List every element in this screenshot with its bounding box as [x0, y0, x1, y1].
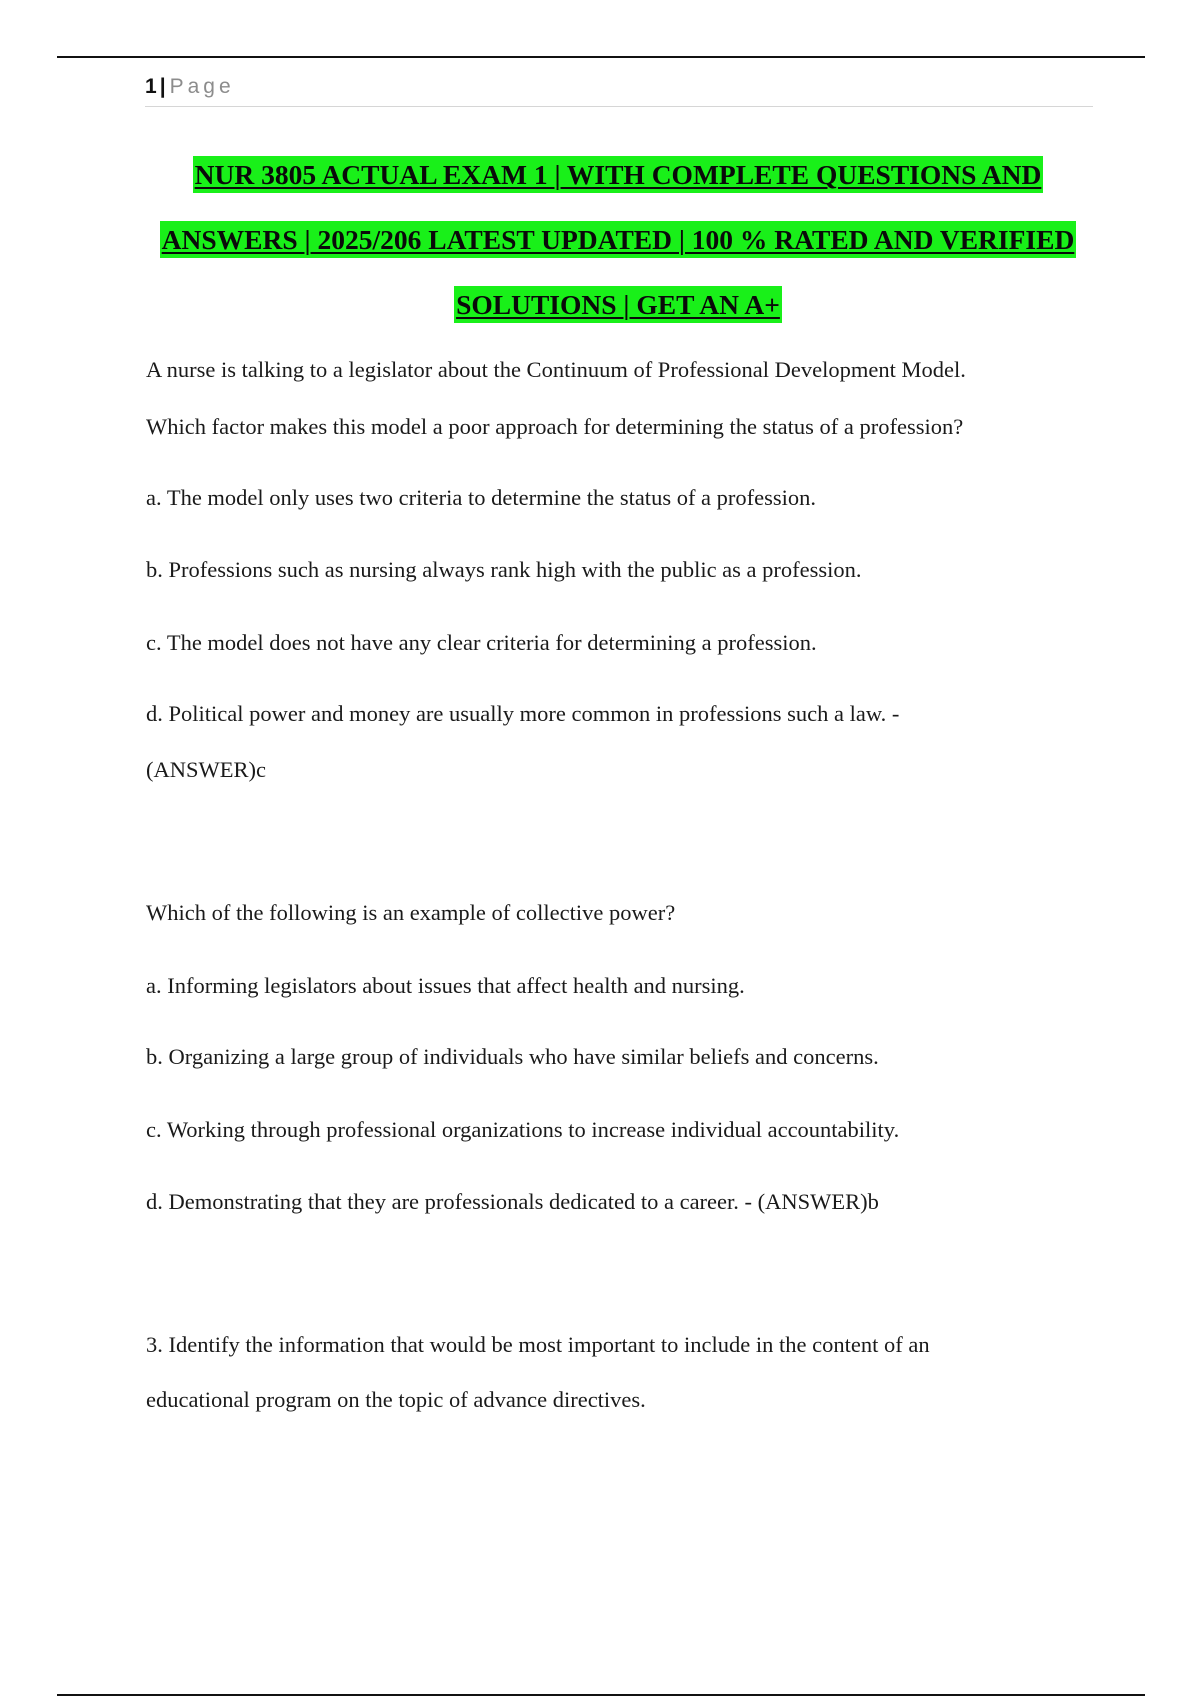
question-2-option-c: c. Working through professional organizations to increase individual accountability.	[146, 1117, 900, 1142]
question-1-option-a: a. The model only uses two criteria to determine the status of a profession.	[146, 485, 817, 510]
question-2-stem: Which of the following is an example of collective power?	[146, 900, 676, 925]
question-1-stem-line-2: Which factor makes this model a poor approach for determining the status of a profession?	[146, 414, 964, 439]
question-1-option-d: d. Political power and money are usually more common in professions such a law. -	[146, 701, 900, 726]
question-3-stem-line-1: 3. Identify the information that would be most important to include in the content of an	[146, 1332, 930, 1357]
top-rule	[57, 56, 1145, 58]
question-2-option-a: a. Informing legislators about issues that affect health and nursing.	[146, 973, 745, 998]
question-1-stem-line-1: A nurse is talking to a legislator about the Continuum of Professional Development Model.	[146, 357, 966, 382]
question-1-option-b: b. Professions such as nursing always rank high with the public as a profession.	[146, 557, 862, 582]
page-header	[145, 72, 1093, 107]
title-line-3: SOLUTIONS | GET AN A+	[454, 286, 782, 323]
title-line-2: ANSWERS | 2025/206 LATEST UPDATED | 100 % RATED AND VERIFIED	[160, 221, 1077, 258]
title-line-1: NUR 3805 ACTUAL EXAM 1 | WITH COMPLETE QUESTIONS AND	[193, 156, 1044, 193]
question-1-answer: (ANSWER)c	[146, 757, 266, 782]
page-number: 1	[145, 75, 157, 98]
bottom-rule	[57, 1694, 1145, 1696]
page-label: Page	[169, 75, 235, 98]
document-title	[120, 142, 1116, 337]
page-separator: |	[159, 75, 166, 98]
question-2-option-d: d. Demonstrating that they are professionals dedicated to a career. - (ANSWER)b	[146, 1189, 879, 1214]
question-1-option-c: c. The model does not have any clear criteria for determining a profession.	[146, 630, 817, 655]
question-3-stem-line-2: educational program on the topic of advance directives.	[146, 1387, 646, 1412]
question-2-option-b: b. Organizing a large group of individuals who have similar beliefs and concerns.	[146, 1044, 879, 1069]
